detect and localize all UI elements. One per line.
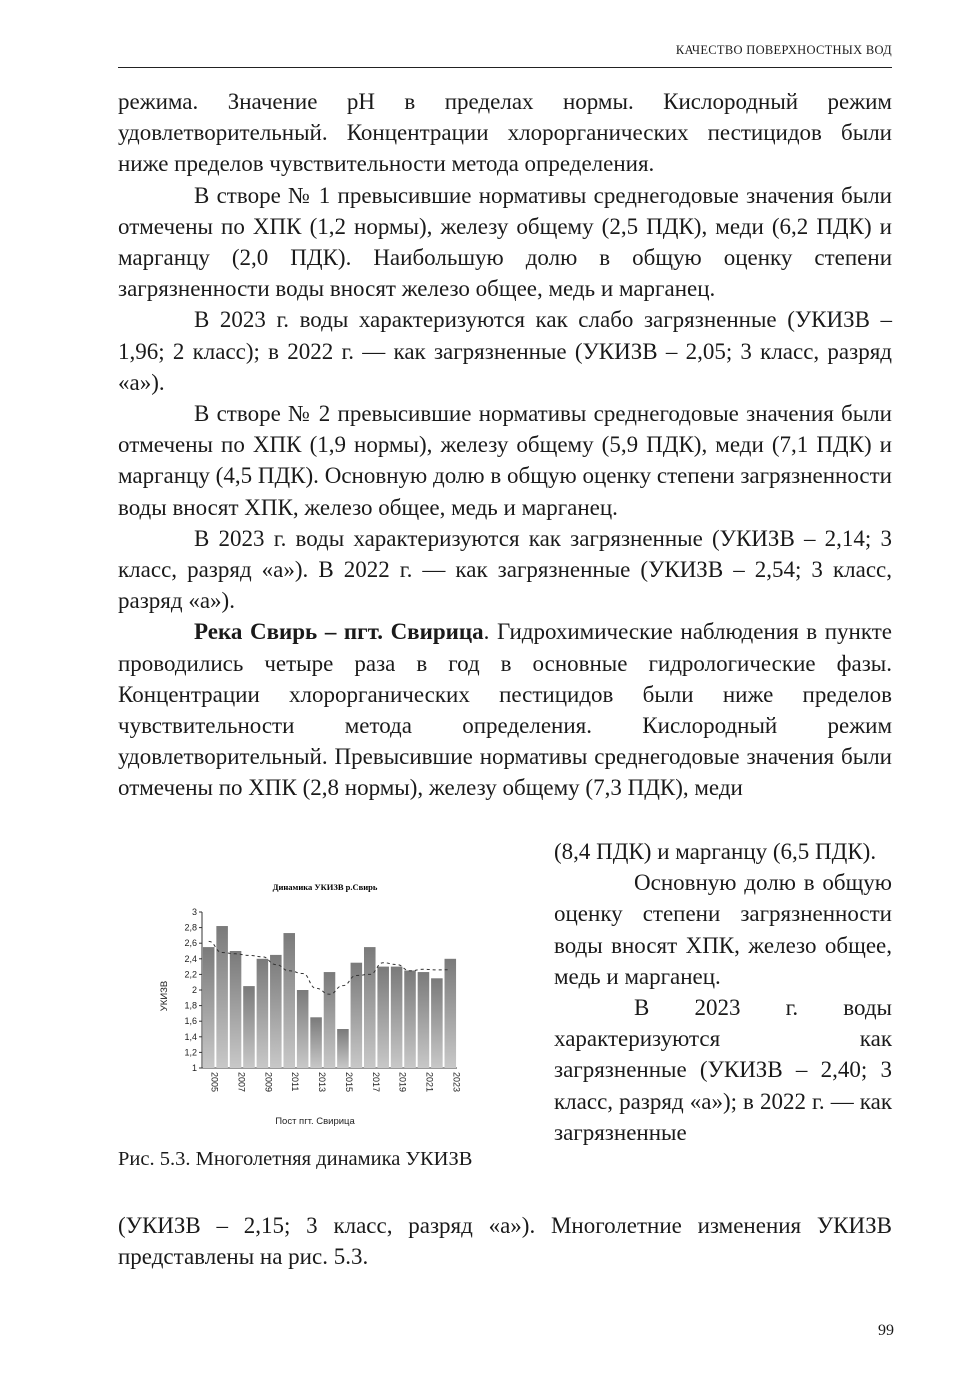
y-tick-label: 2,4 bbox=[184, 953, 197, 964]
ukizv-chart bbox=[150, 878, 470, 1133]
paragraph: В 2023 г. воды характеризуются как слабо загрязненные (УКИЗВ – 1,96; 2 класс); в 2022 г. — как загрязненные (УКИЗВ – 2,05; 3 класс, разряд «а»). bbox=[118, 307, 892, 395]
figure-caption: Рис. 5.3. Многолетняя динамика УКИЗВ bbox=[118, 1148, 473, 1170]
bar-2011 bbox=[283, 933, 295, 1068]
page-number: 99 bbox=[878, 1322, 894, 1339]
running-header: КАЧЕСТВО ПОВЕРХНОСТНЫХ ВОД bbox=[675, 43, 892, 57]
x-tick-label: 2017 bbox=[370, 1072, 381, 1093]
svir-text: . Гидрохимические наблюдения в пункте проводились четыре раза в год в основные гидрологические фазы. Концентрации хлорорганических пестицидов были ниже пределов чувствительности метода определения. Кислородный режим удовлетворительный. Превысившие нормативы среднегодовые значения были отмечены по ХПК (2,8 нормы), железу общему (7,3 ПДК), меди bbox=[118, 619, 892, 801]
chart-title: Динамика УКИЗВ р.Свирь bbox=[272, 882, 378, 892]
x-tick-label: 2009 bbox=[263, 1072, 274, 1093]
paragraph-svir bbox=[118, 616, 892, 803]
paragraph: В 2023 г. воды характеризуются как загрязненные (УКИЗВ – 2,40; 3 класс, разряд «а»); в 2022 г. — как загрязненные bbox=[554, 995, 892, 1145]
x-tick-label: 2021 bbox=[424, 1072, 435, 1093]
bottom-text bbox=[118, 1210, 892, 1272]
bar-2014 bbox=[324, 972, 336, 1068]
river-heading: Река Свирь – пгт. Свирица bbox=[194, 619, 484, 645]
y-tick-label: 1,6 bbox=[184, 1016, 197, 1027]
x-tick-label: 2013 bbox=[317, 1072, 328, 1093]
paragraph: В створе № 1 превысившие нормативы среднегодовые значения были отмечены по ХПК (1,2 нормы), железу общему (2,5 ПДК), меди (6,2 ПДК) и марганцу (2,0 ПДК). Наибольшую долю в общую оценку степени загрязненности воды вносят железо общее, медь и марганец. bbox=[118, 182, 892, 302]
bar-2020 bbox=[404, 971, 416, 1069]
bar-2023 bbox=[445, 959, 457, 1068]
paragraph: В 2023 г. воды характеризуются как загрязненные (УКИЗВ – 2,14; 3 класс, разряд «а»). В 2022 г. — как загрязненные (УКИЗВ – 2,54; 3 класс, разряд «а»). bbox=[118, 525, 892, 614]
y-tick-label: 2,2 bbox=[184, 969, 197, 980]
y-axis-label: УКИЗВ bbox=[159, 980, 170, 1012]
bar-2018 bbox=[377, 967, 389, 1068]
bar-2022 bbox=[431, 978, 443, 1068]
paragraph: В створе № 2 превысившие нормативы среднегодовые значения были отмечены по ХПК (1,9 нормы), железу общему (5,9 ПДК), меди (7,1 ПДК) и марганцу (4,5 ПДК). Основную долю в общую оценку степени загрязненности воды вносят ХПК, железо общее, медь и марганец. bbox=[118, 401, 892, 520]
y-tick-label: 2,8 bbox=[184, 922, 197, 933]
wrap-text bbox=[554, 836, 892, 1148]
bar-2006 bbox=[216, 926, 228, 1068]
x-tick-label: 2019 bbox=[397, 1072, 408, 1093]
x-tick-label: 2011 bbox=[290, 1072, 301, 1092]
header-rule bbox=[118, 67, 892, 68]
bar-2012 bbox=[297, 990, 309, 1068]
bar-2013 bbox=[310, 1017, 322, 1068]
bar-2010 bbox=[270, 955, 282, 1068]
bar-2007 bbox=[230, 951, 242, 1068]
y-tick-label: 3 bbox=[191, 907, 197, 917]
bar-2019 bbox=[391, 967, 403, 1068]
figure bbox=[150, 878, 470, 1133]
paragraph: (8,4 ПДК) и марганцу (6,5 ПДК). bbox=[554, 839, 877, 864]
paragraph: режима. Значение pH в пределах нормы. Кислородный режим удовлетворительный. Концентрации хлорорганических пестицидов были ниже пределов чувствительности метода определения. bbox=[118, 89, 892, 177]
x-tick-label: 2005 bbox=[209, 1072, 220, 1093]
bar-2021 bbox=[418, 972, 430, 1068]
bar-2017 bbox=[364, 947, 376, 1068]
x-tick-label: 2023 bbox=[451, 1072, 462, 1093]
bar-2005 bbox=[203, 947, 215, 1068]
y-tick-label: 1,8 bbox=[184, 1000, 197, 1011]
y-tick-label: 1,4 bbox=[184, 1031, 197, 1042]
paragraph: Основную долю в общую оценку степени загрязненности воды вносят ХПК, железо общее, медь и марганец. bbox=[554, 870, 892, 989]
main-text bbox=[118, 86, 892, 804]
x-tick-label: 2015 bbox=[343, 1072, 354, 1093]
x-axis-label: Пост пгт. Свирица bbox=[275, 1116, 355, 1127]
y-tick-label: 1,2 bbox=[184, 1047, 197, 1058]
y-tick-label: 2 bbox=[191, 985, 197, 995]
bar-2009 bbox=[257, 959, 269, 1068]
bar-2015 bbox=[337, 1029, 349, 1068]
paragraph: (УКИЗВ – 2,15; 3 класс, разряд «а»). Многолетние изменения УКИЗВ представлены на рис. 5.3. bbox=[118, 1213, 892, 1270]
bar-2008 bbox=[243, 986, 255, 1068]
y-tick-label: 2,6 bbox=[184, 938, 197, 949]
x-tick-label: 2007 bbox=[236, 1072, 247, 1093]
bar-2016 bbox=[351, 963, 363, 1068]
y-tick-label: 1 bbox=[191, 1063, 197, 1073]
